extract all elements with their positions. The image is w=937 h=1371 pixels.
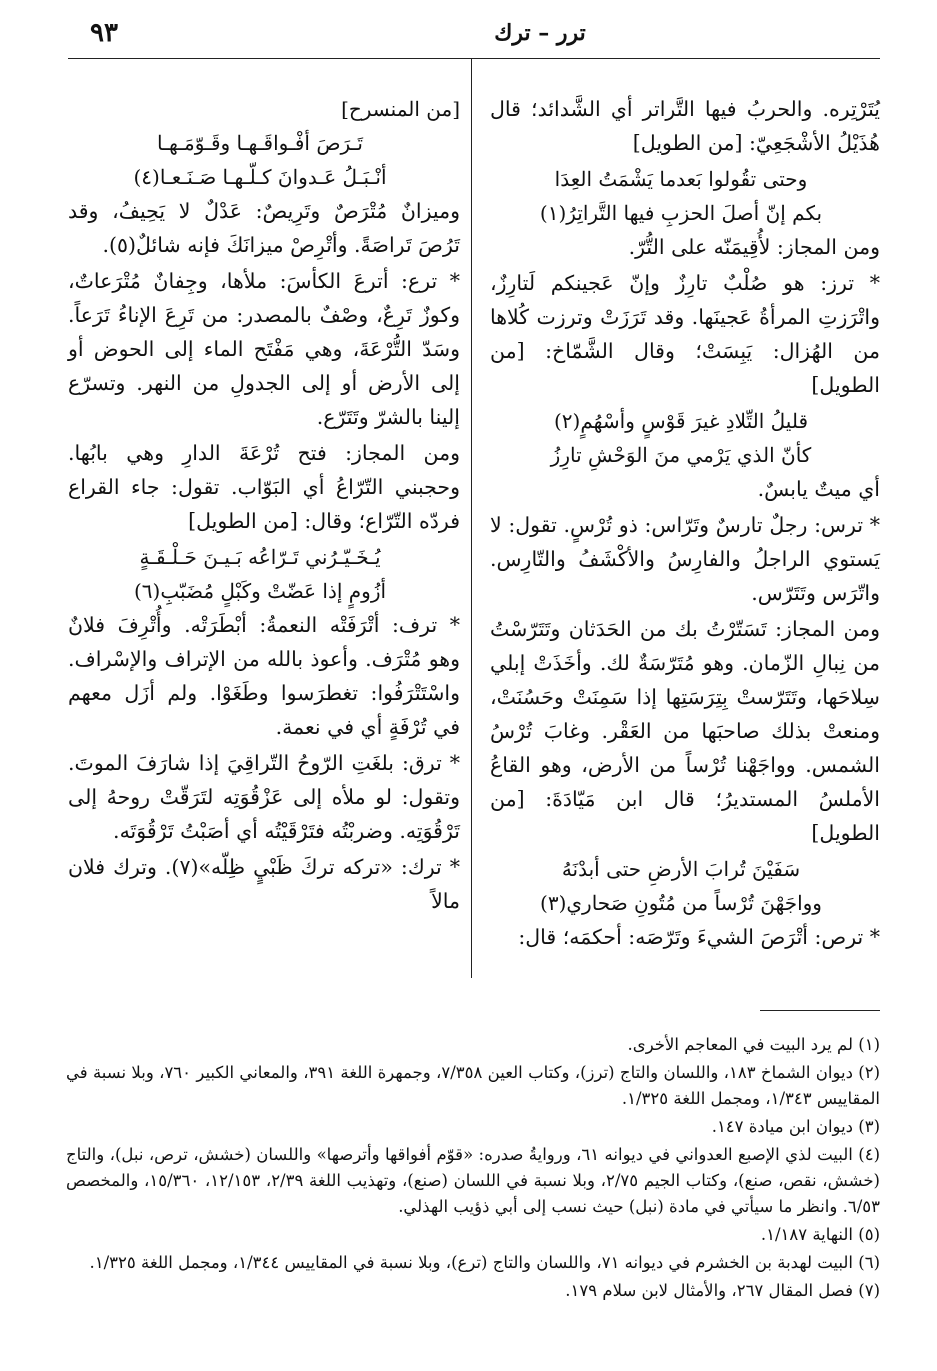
- entry-paragraph: يُتَرْتِره. والحربُ فيها التَّراتر أي الشَّدائد؛ قال هُذَيْلُ الأشْجَعِيّ: [من الطويل]: [490, 97, 880, 155]
- verse-line: سَفَيْنَ تُرابَ الأرضِ حتى أبدْنَهُ: [561, 857, 801, 881]
- header-rule: [68, 58, 880, 59]
- footnote: (٧) فصل المقال ٢٦٧، والأمثال لابن سلام ١٧٩.: [565, 1281, 880, 1300]
- entry-paragraph: * ترف: أتْرَفَتْه النعمةُ: أبْطَرَتْه. وأُتْرِفَ فلانٌ وهو مُتْرَف. وأعوذ بالله من الإتراف والإسْراف. واسْتَتْرَفُوا: تغطرَسوا وطَغَوْا. ولم أزَل معهم في تُرْفَةٍ أي في نعمة.: [68, 613, 460, 739]
- page-number: ٩٣: [90, 18, 118, 48]
- footnote: (٣) ديوان ابن ميادة ١٤٧.: [711, 1117, 880, 1136]
- page-header: [60, 18, 880, 54]
- verse-line: وواجَهْنَ تُرْساً من مُتُونِ صَحاري(٣): [540, 891, 822, 915]
- left-column: [68, 92, 460, 920]
- verse-line: أزُومٍ إذا عَضّتْ وكَبْلٍ مُضَبّبِ(٦): [133, 579, 387, 603]
- entry-paragraph: * ترك: «تركه تركَ ظَبْيٍ ظِلّه»(٧). وترك فلان مالاً: [68, 855, 460, 913]
- verse-line: أنْـبَـلُ عَـدوانَ كـلّـهـا صَـنَـعـا(٤): [133, 165, 387, 189]
- entry-paragraph: * ترص: أتْرَصَ الشيءَ وتَرّصَه: أحكمَه؛ قال:: [518, 925, 880, 949]
- running-head: ترر – ترك: [494, 20, 586, 46]
- verse-line: بكم إنّ أصلَ الحزبِ فيها التَّراتِرُ(١): [539, 201, 823, 225]
- entry-paragraph: * ترس: رجلٌ تارسٌ وتَرّاس: ذو تُرْسٍ. تقول: لا يَستوي الراجلُ والفارِسُ والأكْشَفُ والتّارِس. واتّرَس وتَتَرّس.: [490, 513, 880, 605]
- footnote: (٥) النهاية ١/١٨٧.: [760, 1225, 880, 1244]
- verse-line: وحتى تقُولوا بَعدما يَشْمَتُ العِدَا: [554, 167, 808, 191]
- footnote: (٦) البيت لهدبة بن الخشرم في ديوانه ٧١، واللسان والتاج (ترع)، وبلا نسبة في المقاييس ١/٣٤٤، ومجمل اللغة ١/٣٢٥.: [89, 1253, 880, 1272]
- entry-paragraph: * ترق: بلغَتِ الرّوحُ التّراقِيَ إذا شارَفَ الموتَ. وتقول: لو ملأه إلى عَزْقُوَتِه لتَرَقّتْ روحهُ إلى تَرْقُوَتِه. وضربْتُه فتَرْقَيْتُه أي أصَبْتُ تَرْقُوَتَه.: [68, 751, 460, 843]
- verse-line: كأنّ الذي يَرْمي منَ الوَحْشِ تارِزُ: [550, 443, 812, 467]
- entry-paragraph: ومن المجاز: تَسَتّرْتُ بك من الحَدَثان وتَتَرّسْتُ من نِبالِ الزّمان. وهو مُتَرّسَةٌ لك. وأخَذَتْ إبلي سِلاحَها، وتَتَرّستْ بِتِرَسَتِها إذا سَمِنَتْ وحَسُنَتْ، ومنعتْ بذلك صاحبَها من العَقْر. وغابَ تُرْسُ الشمس. وواجَهْنا تُرْساً من الأرض، وهو القاعُ الأملسُ المستديرُ؛ قال ابن مَيّادَةَ: [من الطويل]: [490, 617, 880, 845]
- entry-paragraph: * ترع: أترعَ الكأسَ: ملأها، وجِفانٌ مُتْرَعاتٌ، وكوزٌ تَرِعٌ، وصْفٌ بالمصدر: من تَرِعَ الإناءُ تَرَعاً. وسَدّ التُّرْعَةَ، وهي مَفْتَح الماء إلى الحوض أو إلى الأرض أو إلى الجدولِ من النهر. وتسرّع إلينا بالشرّ وتَتَرّع.: [68, 269, 460, 429]
- entry-paragraph: ومن المجاز: لأُقِيمَنّه على التُّرّ.: [628, 235, 880, 259]
- entry-paragraph: * ترز: هو صُلْبٌ تارِزٌ وإنّ عَجينكم لَتارِزٌ، واتْرَزتِ المرأةُ عَجينَها. وقد تَرَزَتْ وترزت كُلاها من الهُزال: يَبِسَتْ؛ وقال الشَّمّاخ: [من الطويل]: [490, 271, 880, 397]
- entry-paragraph: وميزانٌ مُتْرَصٌ وتَرِيصٌ: عَدْلٌ لا يَحِيفُ، وقد تَرُصَ تَراصَةً. وأتْرِصْ ميزانَكَ فإنه شائلٌ(٥).: [68, 199, 460, 257]
- entry-paragraph: ومن المجاز: فتح تُرْعَةَ الدارِ وهي بابُها. وحجبني التّرّاعُ أي البَوّاب. تقول: جاء القراع فردّه التّرّاع؛ وقال: [من الطويل]: [68, 441, 460, 533]
- footnote: (٤) البيت لذي الإصبع العدواني في ديوانه ٦١، وروايةُ صدره: «قوّم أفواقها وأترصها» واللسان (خشش، ترص، نبل)، والتاج (خشش، نقص، صنع)، وكتاب الجيم ٢/٧٥، وبلا نسبة في اللسان (صنع)، وتهذيب اللغة ٢/٣٩، ١٢/١٥٣، ١٥/٣٦٠، والمخصص ٦/٥٣. وانظر ما سيأتي في مادة (نبل) حيث نسب إلى أبي ذؤيب الهذلي.: [66, 1145, 880, 1216]
- footnote: (٢) ديوان الشماخ ١٨٣، واللسان والتاج (ترز)، وكتاب العين ٧/٣٥٨، وجمهرة اللغة ٣٩١، والمعاني الكبير ٧٦٠، وبلا نسبة في المقاييس ١/٣٤٣، ومجمل اللغة ١/٣٢٥.: [66, 1063, 881, 1108]
- verse-line: قليلُ التِّلادِ غيرَ قَوْسٍ وأسْهُمٍ(٢): [553, 409, 809, 433]
- verse-line: تَـرَصَ أفْـواقَـهـا وقَـوّمَـهـا: [157, 131, 363, 155]
- verse-line: يُـخَـيّـرُني تَـرّاعُه بَـيـنَ حَـلْـقَـةٍ: [139, 545, 381, 569]
- footnote: (١) لم يرد البيت في المعاجم الأخرى.: [627, 1035, 880, 1054]
- column-divider: [471, 58, 472, 978]
- meter-tag: [من المنسرح]: [341, 97, 460, 121]
- right-column: [490, 92, 880, 956]
- footnote-rule: [760, 1010, 880, 1011]
- entry-paragraph: أي ميتٌ يابسٌ.: [757, 477, 880, 501]
- footnotes: [66, 1032, 880, 1306]
